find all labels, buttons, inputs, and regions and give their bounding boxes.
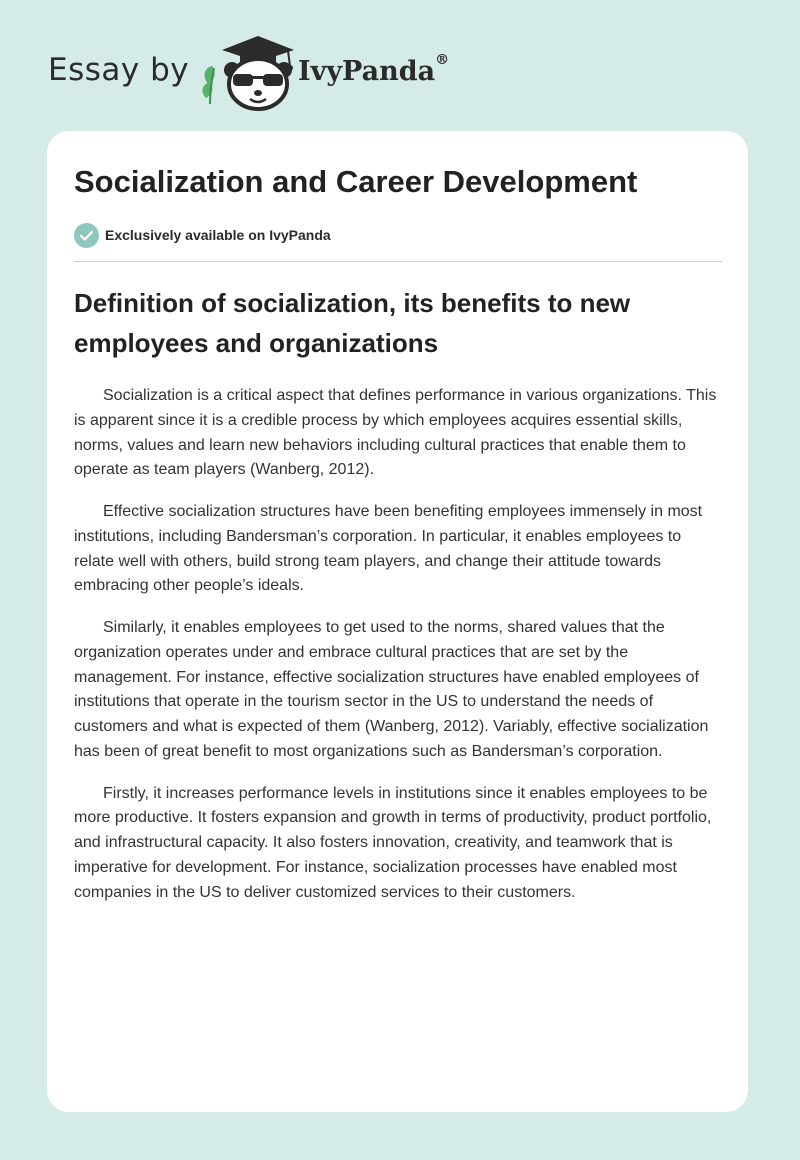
paragraph: Similarly, it enables employees to get used to the norms, shared values that the organization operates under and embrace cultural practices that are set by the management. For instance, effective socialization structures have enabled employees of institutions that operate in the tourism sector in the US to understand the needs of customers and what is expected of them (Wanberg, 2012). Variably, effective socialization has been of great benefit to most organizations such as Bandersman’s corporation. (74, 619, 709, 760)
essay-by-label: Essay by (48, 52, 190, 88)
divider (74, 261, 722, 262)
leaf-icon (203, 66, 215, 104)
paragraph: Firstly, it increases performance levels in institutions since it enables employees to be more productive. It fosters expansion and growth in terms of productivity, product portfolio, and infrastructural capacity. It also fosters innovation, creativity, and teamwork that is imperative for development. For instance, socialization processes have enabled most companies in the US to deliver customized services to their customers. (74, 784, 712, 901)
paragraph: Effective socialization structures have been benefiting employees immensely in most institutions, including Bandersman’s corporation. In particular, it enables employees to relate well with others, build strong team players, and change their attitude towards embracing other people’s ideals. (74, 503, 703, 595)
page-title: Socialization and Career Development (74, 164, 638, 199)
registered-mark: ® (435, 52, 450, 68)
badge-text: Exclusively available on IvyPanda (105, 227, 331, 243)
check-circle-icon (74, 223, 99, 248)
essay-card (47, 131, 748, 1112)
site-header (48, 30, 528, 114)
exclusive-badge (74, 222, 331, 248)
essay-body (74, 384, 722, 922)
brand-name[interactable] (298, 52, 450, 87)
brand-text: IvyPanda (298, 56, 436, 87)
section-heading: Definition of socialization, its benefits to new employees and organizations (74, 288, 631, 358)
panda-logo-icon[interactable] (200, 32, 300, 112)
paragraph: Socialization is a critical aspect that defines performance in various organizations. This is apparent since it is a credible process by which employees acquires essential skills, norms, values and learn new behaviors including cultural practices that enable them to operate as team players (Wanberg, 2012). (74, 387, 717, 479)
